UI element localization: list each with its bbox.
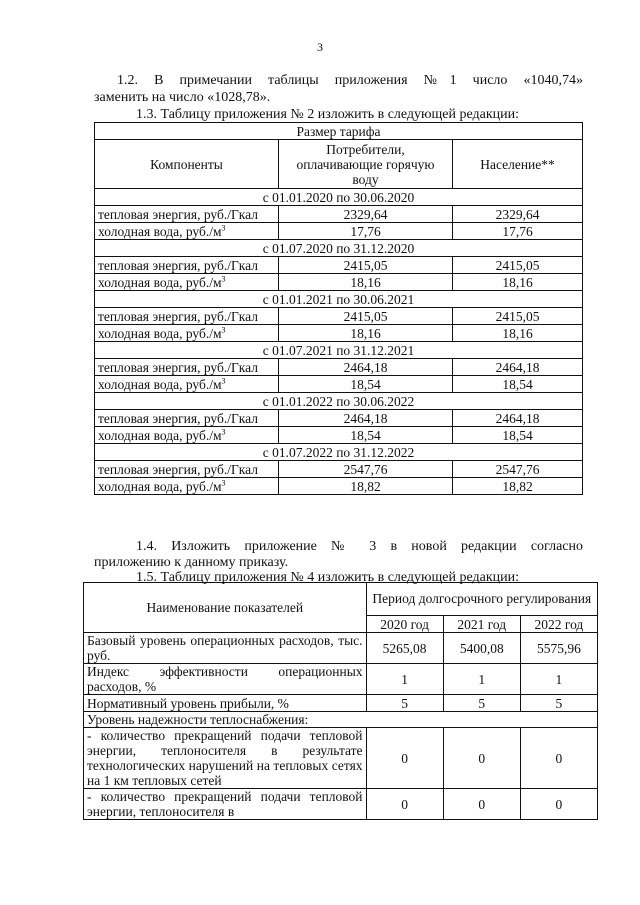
water-consumers-value: 18,54 <box>279 427 453 444</box>
water-label-text: холодная вода, руб./м <box>98 274 222 290</box>
water-consumers-value: 18,16 <box>279 325 453 342</box>
indicator-value: 5 <box>520 695 597 712</box>
row-label-water <box>95 427 279 444</box>
indicator-value: 0 <box>443 728 520 789</box>
reliability-header: Уровень надежности теплоснабжения: <box>84 712 598 728</box>
water-population-value: 17,76 <box>453 223 583 240</box>
col-period: Период долгосрочного регулирования <box>366 583 597 616</box>
heat-consumers-value: 2464,18 <box>279 359 453 376</box>
water-consumers-value: 18,54 <box>279 376 453 393</box>
heat-consumers-value: 2464,18 <box>279 410 453 427</box>
row-label-heat: тепловая энергия, руб./Гкал <box>95 461 279 478</box>
para-1-4-line2: приложению к данному приказу. <box>94 555 289 570</box>
water-population-value: 18,54 <box>453 376 583 393</box>
water-population-value: 18,54 <box>453 427 583 444</box>
indicator-value: 1 <box>520 664 597 695</box>
superscript-3: 3 <box>221 376 226 385</box>
row-label-water <box>95 274 279 291</box>
water-label-text: холодная вода, руб./м <box>98 223 222 239</box>
superscript-3: 3 <box>221 427 226 436</box>
water-population-value: 18,16 <box>453 325 583 342</box>
indicator-value: 5 <box>366 695 443 712</box>
indicator-value: 5575,96 <box>520 633 597 664</box>
row-label-heat: тепловая энергия, руб./Гкал <box>95 410 279 427</box>
row-label-water <box>95 376 279 393</box>
row-label-heat: тепловая энергия, руб./Гкал <box>95 206 279 223</box>
heat-population-value: 2547,76 <box>453 461 583 478</box>
indicator-name: - количество прекращений подачи тепловой энергии, теплоносителя в <box>84 789 367 820</box>
water-label-text: холодная вода, руб./м <box>98 325 222 341</box>
indicator-value: 0 <box>520 789 597 820</box>
period-label: с 01.01.2022 по 30.06.2022 <box>95 393 583 410</box>
period-label: с 01.01.2020 по 30.06.2020 <box>95 189 583 206</box>
indicator-value: 0 <box>366 789 443 820</box>
para-1-4-line1: 1.4. Изложить приложение № 3 в новой редакции согласно <box>136 539 583 554</box>
indicator-value: 5265,08 <box>366 633 443 664</box>
heat-population-value: 2415,05 <box>453 308 583 325</box>
row-label-heat: тепловая энергия, руб./Гкал <box>95 359 279 376</box>
indicator-name: Базовый уровень операционных расходов, тыс. руб. <box>84 633 367 664</box>
indicator-value: 1 <box>443 664 520 695</box>
indicators-table <box>83 582 598 820</box>
row-label-heat: тепловая энергия, руб./Гкал <box>95 308 279 325</box>
row-label-water <box>95 325 279 342</box>
row-label-water <box>95 223 279 240</box>
water-label-text: холодная вода, руб./м <box>98 478 222 494</box>
water-population-value: 18,16 <box>453 274 583 291</box>
tariff-table <box>94 122 583 495</box>
heat-consumers-value: 2329,64 <box>279 206 453 223</box>
row-label-water <box>95 478 279 495</box>
water-population-value: 18,82 <box>453 478 583 495</box>
superscript-3: 3 <box>221 223 226 232</box>
indicator-name: Нормативный уровень прибыли, % <box>84 695 367 712</box>
heat-consumers-value: 2547,76 <box>279 461 453 478</box>
period-label: с 01.07.2021 по 31.12.2021 <box>95 342 583 359</box>
indicator-name: Индекс эффективности операционных расходов, % <box>84 664 367 695</box>
water-consumers-value: 17,76 <box>279 223 453 240</box>
indicator-value: 5400,08 <box>443 633 520 664</box>
water-label-text: холодная вода, руб./м <box>98 427 222 443</box>
tariff-header-title: Размер тарифа <box>95 123 583 140</box>
heat-population-value: 2329,64 <box>453 206 583 223</box>
water-label-text: холодная вода, руб./м <box>98 376 222 392</box>
water-consumers-value: 18,16 <box>279 274 453 291</box>
heat-consumers-value: 2415,05 <box>279 257 453 274</box>
year-header: 2022 год <box>520 616 597 633</box>
para-1-3: 1.3. Таблицу приложения № 2 изложить в следующей редакции: <box>136 107 520 122</box>
para-1-2-line2: заменить на число «1028,78». <box>94 90 271 105</box>
para-1-5: 1.5. Таблицу приложения № 4 изложить в следующей редакции: <box>136 570 520 585</box>
heat-population-value: 2464,18 <box>453 410 583 427</box>
heat-population-value: 2464,18 <box>453 359 583 376</box>
period-label: с 01.07.2020 по 31.12.2020 <box>95 240 583 257</box>
col-components: Компоненты <box>95 140 279 189</box>
para-1-2-line1: 1.2. В примечании таблицы приложения №1 число «1040,74» <box>117 73 583 88</box>
indicator-value: 0 <box>443 789 520 820</box>
period-label: с 01.01.2021 по 30.06.2021 <box>95 291 583 308</box>
heat-population-value: 2415,05 <box>453 257 583 274</box>
period-label: с 01.07.2022 по 31.12.2022 <box>95 444 583 461</box>
indicator-value: 1 <box>366 664 443 695</box>
superscript-3: 3 <box>221 274 226 283</box>
indicator-value: 0 <box>366 728 443 789</box>
col-consumers: Потребители, оплачивающие горячую воду <box>279 140 453 189</box>
year-header: 2021 год <box>443 616 520 633</box>
col-population: Население** <box>453 140 583 189</box>
row-label-heat: тепловая энергия, руб./Гкал <box>95 257 279 274</box>
heat-consumers-value: 2415,05 <box>279 308 453 325</box>
superscript-3: 3 <box>221 478 226 487</box>
page-number: 3 <box>317 40 323 54</box>
water-consumers-value: 18,82 <box>279 478 453 495</box>
year-header: 2020 год <box>366 616 443 633</box>
superscript-3: 3 <box>221 325 226 334</box>
indicator-name: - количество прекращений подачи тепловой энергии, теплоносителя в результате технологических нарушений на тепловых сетях на 1 км тепловых сетей <box>84 728 367 789</box>
indicator-value: 0 <box>520 728 597 789</box>
col-name: Наименование показателей <box>84 583 367 633</box>
indicator-value: 5 <box>443 695 520 712</box>
